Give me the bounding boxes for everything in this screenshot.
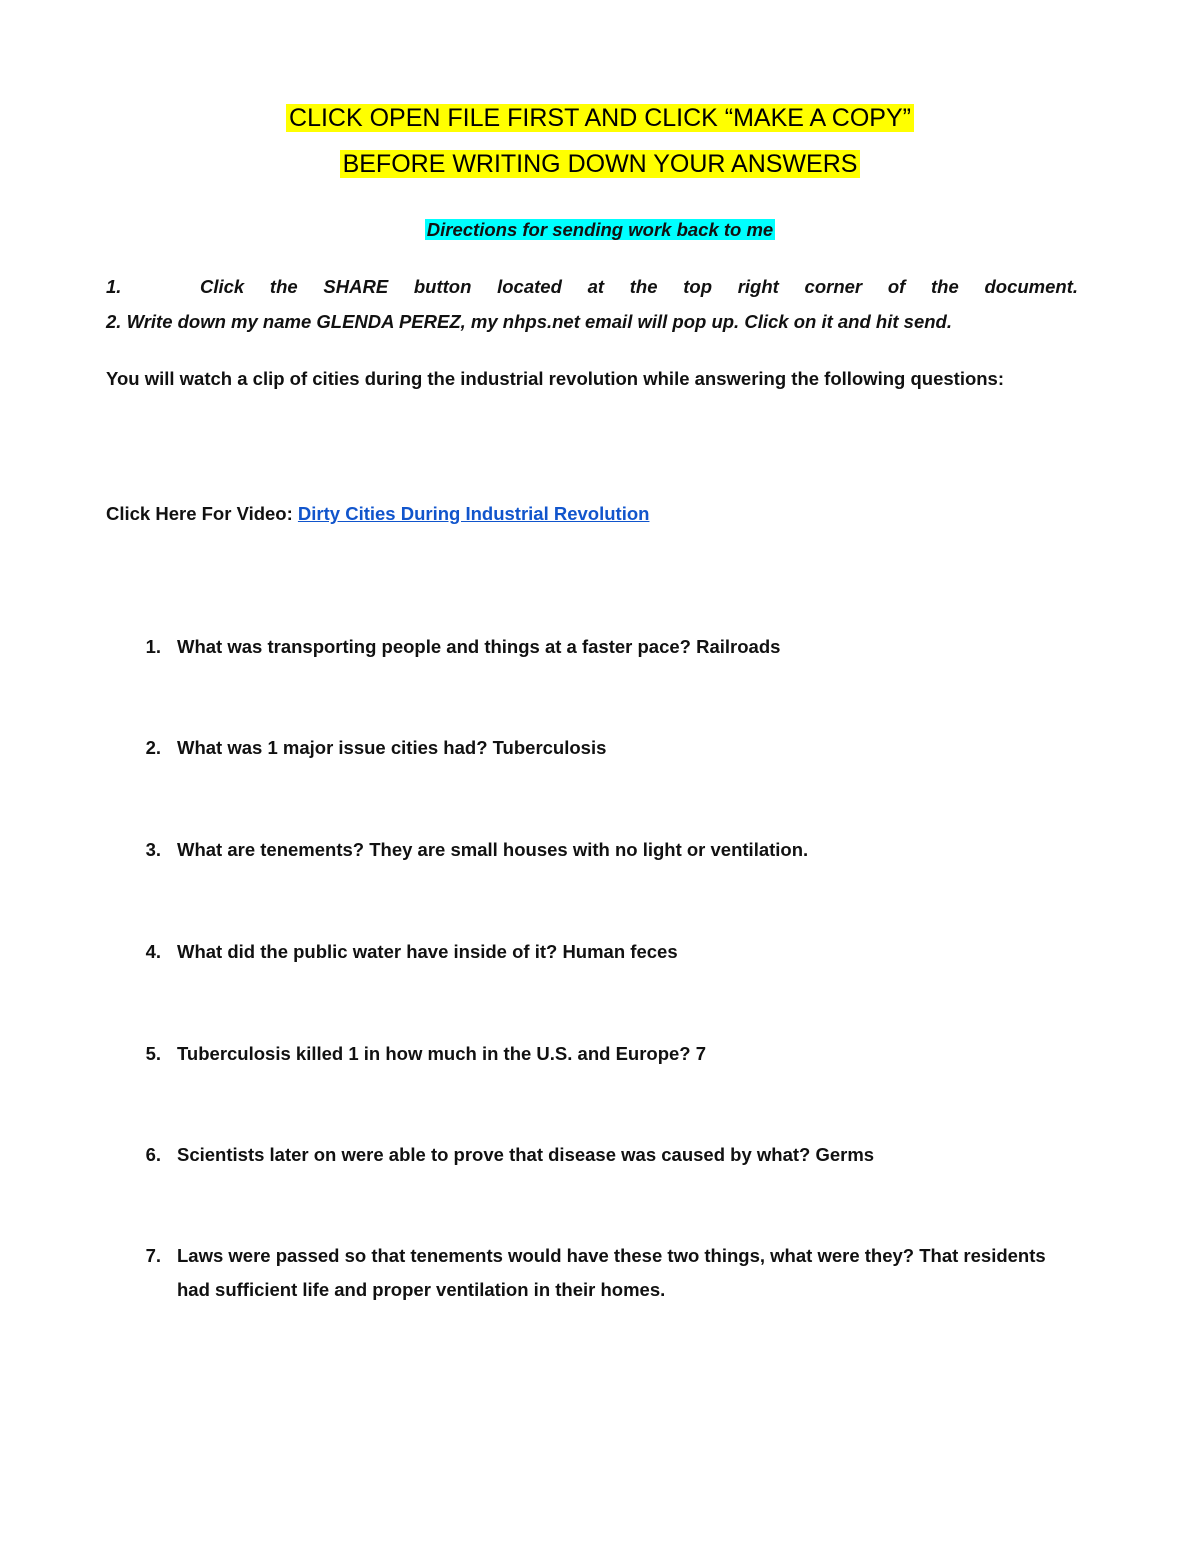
- video-link-prefix: Click Here For Video:: [106, 503, 298, 524]
- instruction-title-text-1: CLICK OPEN FILE FIRST AND CLICK “MAKE A COPY”: [286, 104, 914, 132]
- directions-heading-text: Directions for sending work back to me: [426, 219, 774, 240]
- question-item: [106, 731, 1081, 765]
- direction-step-2: 2. Write down my name GLENDA PEREZ, my nhps.net email will pop up. Click on it and hit send.: [106, 311, 952, 332]
- question-text: What did the public water have inside of it? Human feces: [177, 941, 678, 962]
- question-number: 1.: [145, 636, 161, 657]
- question-text: What was transporting people and things at a faster pace? Railroads: [177, 636, 781, 657]
- question-text: Tuberculosis killed 1 in how much in the U.S. and Europe? 7: [177, 1043, 707, 1064]
- question-number: 6.: [145, 1144, 161, 1165]
- directions-heading: [0, 217, 1200, 243]
- question-item: [106, 935, 1081, 969]
- video-link-line: [106, 497, 1066, 531]
- intro-paragraph: You will watch a clip of cities during the industrial revolution while answering the following questions:: [106, 368, 1005, 389]
- question-item: [106, 833, 1081, 867]
- question-item: [106, 630, 1081, 664]
- question-text: What are tenements? They are small houses with no light or ventilation.: [177, 839, 809, 860]
- instruction-title-text-2: BEFORE WRITING DOWN YOUR ANSWERS: [340, 150, 861, 178]
- direction-step-1-number: 1.: [106, 276, 122, 297]
- question-item: [106, 1037, 1081, 1071]
- question-text: What was 1 major issue cities had? Tuberculosis: [177, 737, 607, 758]
- question-number: 7.: [145, 1245, 161, 1266]
- instruction-title-line-2: [0, 147, 1200, 181]
- question-item: [106, 1239, 1081, 1307]
- question-item: [106, 1138, 1081, 1172]
- video-link[interactable]: Dirty Cities During Industrial Revolution: [297, 503, 650, 524]
- instruction-title-line-1: [0, 101, 1200, 135]
- question-number: 2.: [145, 737, 161, 758]
- question-number: 5.: [145, 1043, 161, 1064]
- question-number: 4.: [145, 941, 161, 962]
- direction-step-1-text: Click the SHARE button located at the top right corner of the document.: [200, 276, 1078, 297]
- question-text: Scientists later on were able to prove that disease was caused by what? Germs: [177, 1144, 875, 1165]
- question-text: Laws were passed so that tenements would have these two things, what were they? That residents had sufficient life and proper ventilation in their homes.: [177, 1245, 1046, 1300]
- question-number: 3.: [145, 839, 161, 860]
